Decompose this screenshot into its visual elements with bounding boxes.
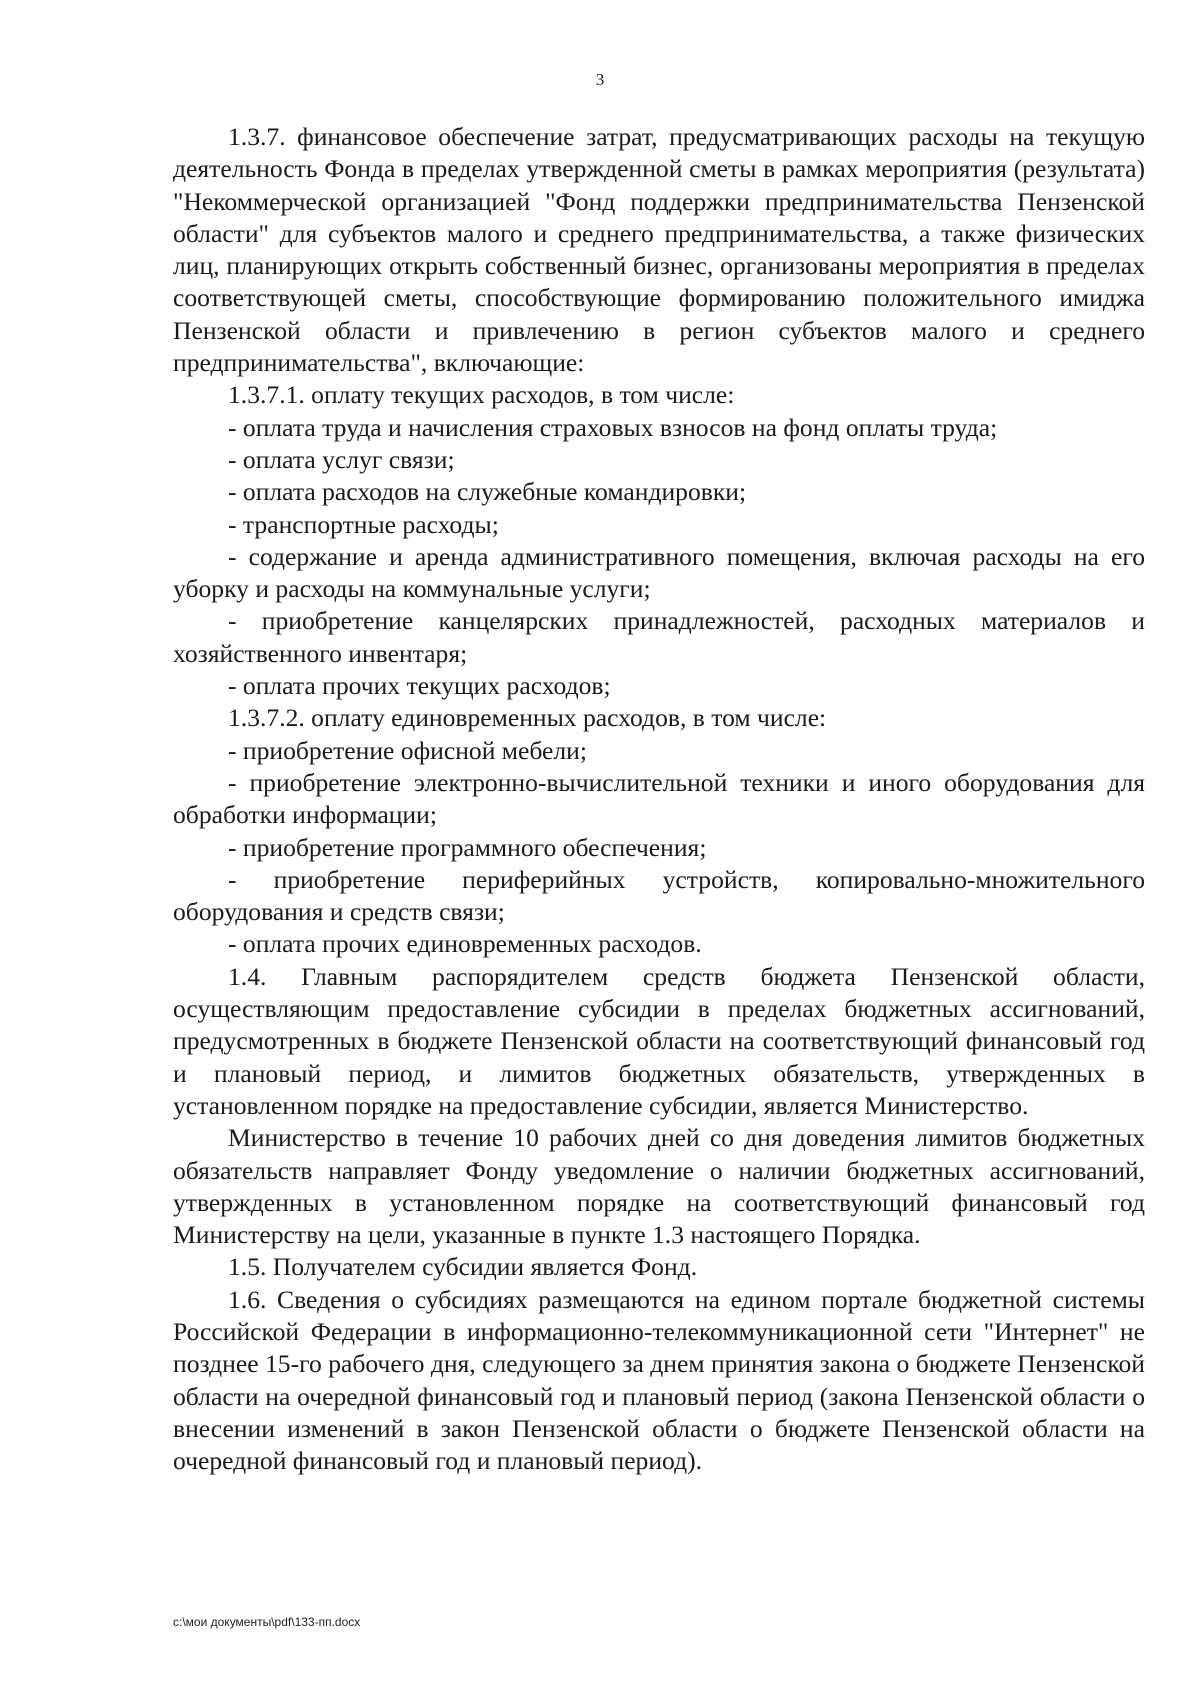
footer-file-path: c:\мои документы\pdf\133-пп.docx xyxy=(173,1615,361,1629)
list-item: - оплата труда и начисления страховых взносов на фонд оплаты труда; xyxy=(228,412,998,442)
list-item: - приобретение периферийных устройств, копировально-множительного оборудования и средств связи; xyxy=(173,864,1145,927)
list-item: - оплата прочих текущих расходов; xyxy=(228,671,611,701)
list-item: - оплата услуг связи; xyxy=(228,444,455,474)
paragraph-1-3-7: 1.3.7. финансовое обеспечение затрат, предусматривающих расходы на текущую деятельность Фонда в пределах утвержденной сметы в рамках мероприятия (результата) "Некоммерческой организацией "Фонд поддержки предпринимательства Пензенской области" для субъектов малого и среднего предпринимательства, а также физических лиц, планирующих открыть собственный бизнес, организованы мероприятия в пределах соответствующей сметы, способствующие формированию положительного имиджа Пензенской области и привлечению в регион субъектов малого и среднего предпринимательства", включающие: xyxy=(173,122,1145,378)
paragraph-1-3-7-2: 1.3.7.2. оплату единовременных расходов, в том числе: xyxy=(228,703,827,733)
list-item: - приобретение электронно-вычислительной техники и иного оборудования для обработки информации; xyxy=(173,767,1145,830)
list-item: - приобретение канцелярских принадлежностей, расходных материалов и хозяйственного инвентаря; xyxy=(173,606,1145,668)
paragraph-ministry-notice: Министерство в течение 10 рабочих дней со дня доведения лимитов бюджетных обязательств направляет Фонду уведомление о наличии бюджетных ассигнований, утвержденных в установленном порядке на соответствующий финансовый год Министерству на цели, указанные в пункте 1.3 настоящего Порядка. xyxy=(173,1123,1145,1250)
paragraph-1-3-7-1: 1.3.7.1. оплату текущих расходов, в том числе: xyxy=(228,380,735,410)
document-body xyxy=(173,121,1145,1477)
list-item: - оплата прочих единовременных расходов. xyxy=(228,929,702,959)
list-item: - оплата расходов на служебные командировки; xyxy=(228,477,747,507)
paragraph-1-5: 1.5. Получателем субсидии является Фонд. xyxy=(228,1252,698,1282)
paragraph-1-6: 1.6. Сведения о субсидиях размещаются на едином портале бюджетной системы Российской Федерации в информационно-телекоммуникационной сети "Интернет" не позднее 15-го рабочего дня, следующего за днем принятия закона о бюджете Пензенской области на очередной финансовый год и плановый период (закона Пензенской области о внесении изменений в закон Пензенской области о бюджете Пензенской области на очередной финансовый год и плановый период). xyxy=(173,1284,1145,1476)
list-item: - приобретение программного обеспечения; xyxy=(228,832,707,862)
list-item: - содержание и аренда административного помещения, включая расходы на его уборку и расходы на коммунальные услуги; xyxy=(173,541,1145,604)
page-number: 3 xyxy=(595,70,605,89)
list-item: - приобретение офисной мебели; xyxy=(228,735,587,765)
paragraph-1-4: 1.4. Главным распорядителем средств бюджета Пензенской области, осуществляющим предоставление субсидии в пределах бюджетных ассигнований, предусмотренных в бюджете Пензенской области на соответствующий финансовый год и плановый период, и лимитов бюджетных обязательств, утвержденных в установленном порядке на предоставление субсидии, является Министерство. xyxy=(173,961,1145,1120)
list-item: - транспортные расходы; xyxy=(228,509,499,539)
